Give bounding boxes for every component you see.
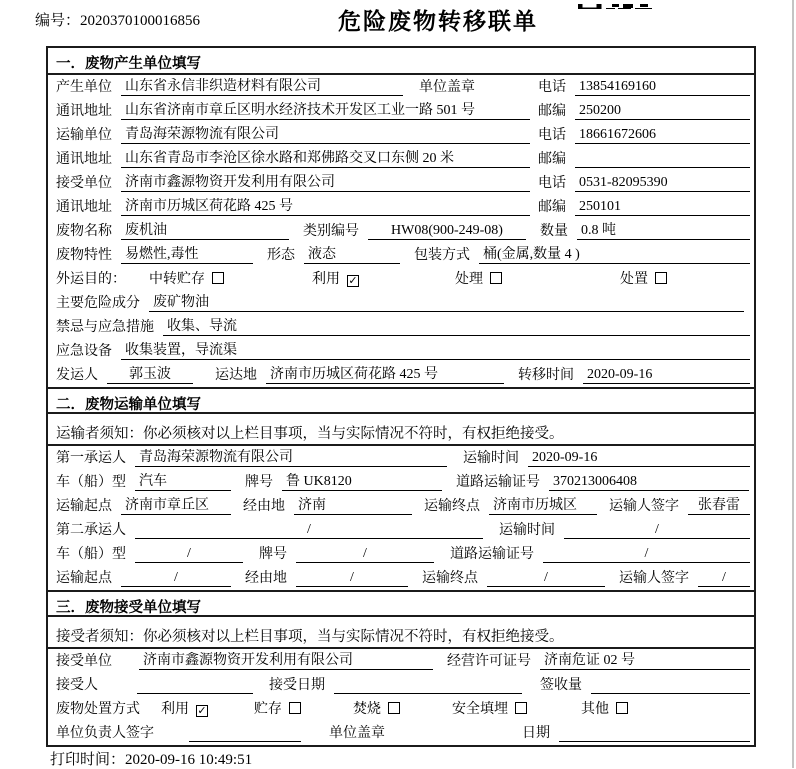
waste-traits-value: 易燃性,毒性 <box>121 246 253 264</box>
waste-name-value: 废机油 <box>121 222 289 240</box>
precautions-label: 禁忌与应急措施 <box>56 320 154 335</box>
sign-date-label: 日期 <box>522 726 550 741</box>
carrier2-origin-value: / <box>121 569 231 587</box>
carrier2-vehicle-row <box>48 542 754 566</box>
transporter-phone-value: 18661672606 <box>575 126 750 144</box>
accepting-unit-label: 接受单位 <box>56 654 112 669</box>
carrier2-end-value: / <box>487 569 605 587</box>
carrier1-end-value: 济南市历城区 <box>489 497 597 515</box>
disposal-option-reuse: 利用 ✓ <box>161 702 207 717</box>
precautions-row <box>48 315 754 339</box>
disposal-method-row <box>48 697 754 721</box>
precautions-value: 收集、导流 <box>163 318 750 336</box>
print-time-label: 打印时间： <box>50 752 126 768</box>
emergency-equipment-value: 收集装置，导流渠 <box>121 342 750 360</box>
transporter-address-row <box>48 147 754 171</box>
shipper-row <box>48 363 754 387</box>
disposal-option-landfill: 安全填埋 <box>452 698 527 718</box>
received-amount-label: 签收量 <box>540 678 582 693</box>
carrier1-vehicle-row <box>48 470 754 494</box>
disposal-method-label: 废物处置方式 <box>56 702 140 717</box>
hazard-component-value: 废矿物油 <box>149 294 744 312</box>
producer-unit-row <box>48 75 754 99</box>
quantity-value: 0.8 吨 <box>577 222 750 240</box>
transporter-unit-label: 运输单位 <box>56 128 112 143</box>
shipper-label: 发运人 <box>56 368 98 383</box>
carrier2-time-label: 运输时间 <box>499 523 555 538</box>
purpose-option-disposal: 处置 <box>620 268 667 288</box>
carrier1-via-value: 济南 <box>294 497 412 515</box>
accept-date-value <box>334 677 522 694</box>
producer-address-label: 通讯地址 <box>56 104 112 119</box>
purpose-option-treatment: 处理 <box>455 268 502 288</box>
receiver-phone-label: 电话 <box>538 176 566 191</box>
transporter-postcode-label: 邮编 <box>538 152 566 167</box>
receiver-postcode-label: 邮编 <box>538 200 566 215</box>
recipient-value <box>137 677 253 694</box>
carrier2-via-value: / <box>296 569 408 587</box>
receiver-unit-value: 济南市鑫源物资开发利用有限公司 <box>121 174 530 192</box>
carrier1-sign-label: 运输人签字 <box>609 499 679 514</box>
receiver-address-value: 济南市历城区荷花路 425 号 <box>121 198 530 216</box>
waste-traits-label: 废物特性 <box>56 248 112 263</box>
transporter-postcode-value <box>575 151 750 168</box>
receiver-unit-row <box>48 171 754 195</box>
producer-unit-label: 产生单位 <box>56 80 112 95</box>
category-code-value: HW08(900-249-08) <box>368 222 526 240</box>
carrier2-name-value: / <box>135 521 483 539</box>
carrier2-plate-label: 牌号 <box>259 547 287 562</box>
packaging-value: 桶(金属,数量 4 ) <box>479 246 750 264</box>
carrier1-via-label: 经由地 <box>243 499 285 514</box>
receiver-address-row <box>48 195 754 219</box>
carrier1-origin-value: 济南市章丘区 <box>121 497 231 515</box>
emergency-equipment-row <box>48 339 754 363</box>
waste-name-row <box>48 219 754 243</box>
serial-label: 编号： <box>35 13 81 29</box>
accept-date-label: 接受日期 <box>269 678 325 693</box>
destination-value: 济南市历城区荷花路 425 号 <box>266 366 504 384</box>
section1-heading: 一．废物产生单位填写 <box>48 48 754 75</box>
license-value: 济南危证 02 号 <box>540 652 750 670</box>
carrier2-permit-label: 道路运输证号 <box>450 547 534 562</box>
carrier2-sign-label: 运输人签字 <box>619 571 689 586</box>
producer-phone-value: 13854169160 <box>575 78 750 96</box>
transfer-time-label: 转移时间 <box>518 368 574 383</box>
carrier2-end-label: 运输终点 <box>422 571 478 586</box>
carrier1-row <box>48 446 754 470</box>
carrier2-origin-label: 运输起点 <box>56 571 112 586</box>
carrier1-vehicle-value: 汽车 <box>135 473 231 491</box>
sign-date-value <box>559 725 750 742</box>
unit-stamp2-label: 单位盖章 <box>329 726 385 741</box>
reuse-checkbox: ✓ <box>348 275 358 287</box>
recipient-row <box>48 673 754 697</box>
carrier2-permit-value: / <box>543 545 750 563</box>
hazardous-waste-transfer-form <box>46 46 756 747</box>
producer-postcode-value: 250200 <box>575 102 750 120</box>
carrier1-name-value: 青岛海荣源物流有限公司 <box>135 449 447 467</box>
disposal-other-checkbox <box>616 702 628 714</box>
disposal-option-incineration: 焚烧 <box>353 698 400 718</box>
disposal-storage-checkbox <box>289 702 301 714</box>
license-label: 经营许可证号 <box>447 654 531 669</box>
print-time <box>50 748 252 769</box>
transporter-address-value: 山东省青岛市李沧区徐水路和郑佛路交叉口东侧 20 米 <box>121 150 530 168</box>
disposal-checkbox <box>655 272 667 284</box>
disposal-incineration-checkbox <box>388 702 400 714</box>
accepting-unit-row <box>48 649 754 673</box>
disposal-option-other: 其他 <box>581 698 628 718</box>
transporter-notice: 运输者须知：你必须核对以上栏目事项，当与实际情况不符时，有权拒绝接受。 <box>48 414 754 446</box>
hazard-component-row <box>48 291 754 315</box>
transfer-storage-checkbox <box>212 272 224 284</box>
carrier1-end-label: 运输终点 <box>424 499 480 514</box>
purpose-option-reuse: 利用 ✓ <box>312 272 358 287</box>
carrier1-permit-label: 道路运输证号 <box>456 475 540 490</box>
carrier1-permit-value: 370213006408 <box>549 473 749 491</box>
transporter-phone-label: 电话 <box>538 128 566 143</box>
manager-signature-row <box>48 721 754 745</box>
disposal-reuse-checkbox: ✓ <box>197 705 207 717</box>
transporter-unit-value: 青岛海荣源物流有限公司 <box>121 126 530 144</box>
carrier2-vehicle-value: / <box>135 545 243 563</box>
carrier1-plate-label: 牌号 <box>245 475 273 490</box>
print-time-value: 2020-09-16 10:49:51 <box>125 752 253 768</box>
carrier2-label: 第二承运人 <box>56 523 126 538</box>
carrier1-plate-value: 鲁 UK8120 <box>282 473 442 491</box>
category-code-label: 类别编号 <box>303 224 359 239</box>
disposal-landfill-checkbox <box>515 702 527 714</box>
producer-address-value: 山东省济南市章丘区明水经济技术开发区工业一路 501 号 <box>121 102 530 120</box>
accepting-unit-value: 济南市鑫源物资开发利用有限公司 <box>139 652 433 670</box>
hazard-component-label: 主要危险成分 <box>56 296 140 311</box>
transfer-time-value: 2020-09-16 <box>583 366 750 384</box>
receiver-address-label: 通讯地址 <box>56 200 112 215</box>
waste-traits-row <box>48 243 754 267</box>
transporter-unit-row <box>48 123 754 147</box>
treatment-checkbox <box>490 272 502 284</box>
section3-heading: 三．废物接受单位填写 <box>48 590 754 617</box>
producer-postcode-label: 邮编 <box>538 104 566 119</box>
producer-unit-value: 山东省永信非织造材料有限公司 <box>121 78 403 96</box>
carrier1-time-value: 2020-09-16 <box>528 449 750 467</box>
receiver-notice: 接受者须知：你必须核对以上栏目事项，当与实际情况不符时，有权拒绝接受。 <box>48 617 754 649</box>
carrier2-vehicle-label: 车（船）型 <box>56 547 126 562</box>
outbound-purpose-label: 外运目的： <box>56 272 126 287</box>
carrier2-via-label: 经由地 <box>245 571 287 586</box>
carrier1-vehicle-label: 车（船）型 <box>56 475 126 490</box>
receiver-unit-label: 接受单位 <box>56 176 112 191</box>
section2-heading: 二．废物运输单位填写 <box>48 387 754 414</box>
document-title: 危险废物转移联单 <box>338 9 538 34</box>
carrier2-time-value: / <box>564 521 750 539</box>
transporter-address-label: 通讯地址 <box>56 152 112 167</box>
manager-signature-label: 单位负责人签字 <box>56 726 154 741</box>
document-header <box>0 0 796 46</box>
carrier1-route-row <box>48 494 754 518</box>
carrier1-origin-label: 运输起点 <box>56 499 112 514</box>
carrier2-sign-value: / <box>698 569 750 587</box>
carrier2-plate-value: / <box>296 545 434 563</box>
carrier1-label: 第一承运人 <box>56 451 126 466</box>
form-label: 形态 <box>267 248 295 263</box>
unit-stamp-label: 单位盖章 <box>419 80 475 95</box>
producer-address-row <box>48 99 754 123</box>
manager-signature-value <box>189 725 301 742</box>
form-value: 液态 <box>304 246 400 264</box>
received-amount-value <box>591 677 750 694</box>
serial-value: 2020370100016856 <box>80 13 201 29</box>
shipper-value: 郭玉波 <box>107 366 193 384</box>
outbound-purpose-row <box>48 267 754 291</box>
receiver-phone-value: 0531-82095390 <box>575 174 750 192</box>
carrier2-route-row <box>48 566 754 590</box>
emergency-equipment-label: 应急设备 <box>56 344 112 359</box>
producer-phone-label: 电话 <box>538 80 566 95</box>
purpose-option-transfer-storage: 中转贮存 <box>149 268 224 288</box>
carrier1-sign-value: 张春雷 <box>688 497 750 515</box>
waste-name-label: 废物名称 <box>56 224 112 239</box>
destination-label: 运达地 <box>215 368 257 383</box>
packaging-label: 包装方式 <box>414 248 470 263</box>
receiver-postcode-value: 250101 <box>575 198 750 216</box>
disposal-option-storage: 贮存 <box>254 698 301 718</box>
page-right-edge <box>792 0 794 768</box>
carrier2-row <box>48 518 754 542</box>
quantity-label: 数量 <box>540 224 568 239</box>
carrier1-time-label: 运输时间 <box>463 451 519 466</box>
recipient-label: 接受人 <box>56 678 98 693</box>
